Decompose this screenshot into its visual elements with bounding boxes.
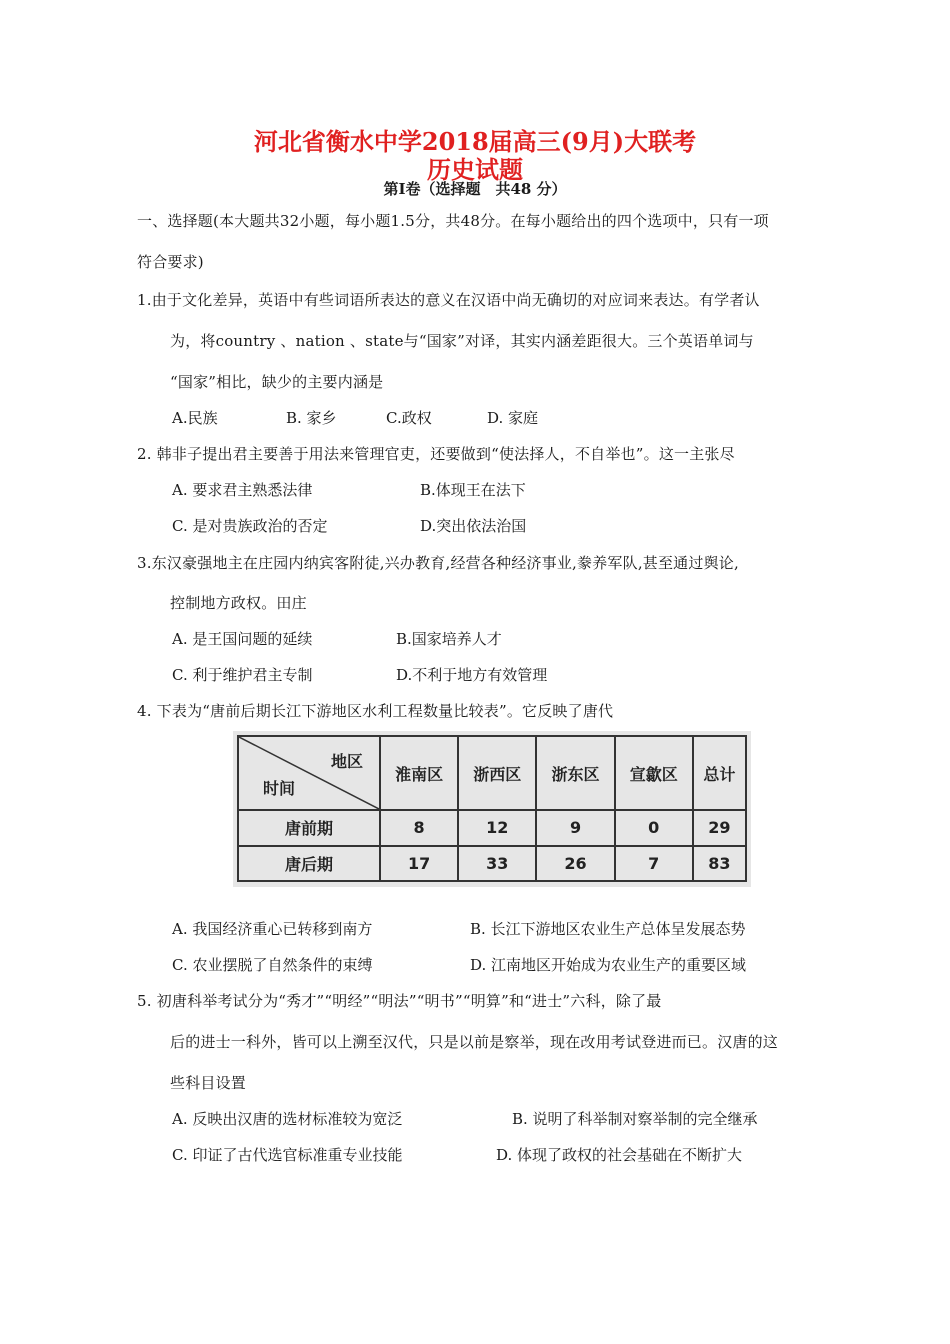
- question-4-option-b[interactable]: B. 长江下游地区农业生产总体呈发展态势: [470, 920, 746, 938]
- question-2-option-a[interactable]: A. 要求君主熟悉法律: [172, 481, 313, 499]
- question-5-option-c[interactable]: C. 印证了古代选官标准重专业技能: [172, 1146, 403, 1164]
- question-4-option-c[interactable]: C. 农业摆脱了自然条件的束缚: [172, 956, 373, 974]
- question-1-option-b[interactable]: B. 家乡: [286, 409, 337, 427]
- question-3-option-a[interactable]: A. 是王国问题的延续: [172, 630, 313, 648]
- question-5-line-1: 5. 初唐科举考试分为“秀才”“明经”“明法”“明书”“明算”和“进士”六科，除了最: [137, 992, 662, 1010]
- question-1-option-a[interactable]: A.民族: [172, 409, 218, 427]
- row-label: 唐前期: [238, 810, 380, 846]
- column-header: 淮南区: [380, 736, 458, 810]
- column-header: 宣歙区: [615, 736, 693, 810]
- question-2-option-d[interactable]: D.突出依法治国: [420, 517, 527, 535]
- instructions-line-1: 一、选择题(本大题共32小题，每小题1.5分，共48分。在每小题给出的四个选项中，只有一项: [137, 212, 769, 230]
- water-projects-table: [237, 735, 747, 882]
- corner-region-label: 地区: [330, 752, 363, 771]
- table-cell: 33: [458, 846, 536, 882]
- exam-title: 河北省衡水中学2018届高三(9月)大联考: [253, 127, 697, 156]
- table-corner-cell: [238, 736, 380, 810]
- table-cell: 0: [615, 810, 693, 846]
- table-cell: 29: [693, 810, 746, 846]
- question-3-option-c[interactable]: C. 利于维护君主专制: [172, 666, 313, 684]
- table-cell: 83: [693, 846, 746, 882]
- water-projects-table-image: [233, 731, 751, 887]
- exam-subject: 历史试题: [427, 155, 523, 184]
- question-5-option-b[interactable]: B. 说明了科举制对察举制的完全继承: [512, 1110, 758, 1128]
- table-cell: 7: [615, 846, 693, 882]
- question-2-option-b[interactable]: B.体现王在法下: [420, 481, 526, 499]
- table-cell: 8: [380, 810, 458, 846]
- question-5-line-2: 后的进士一科外，皆可以上溯至汉代，只是以前是察举，现在改用考试登进而已。汉唐的这: [170, 1033, 779, 1051]
- question-1-option-c[interactable]: C.政权: [386, 409, 432, 427]
- section-heading: 第Ⅰ卷（选择题 共48 分）: [383, 180, 567, 198]
- question-1-line-3: “国家”相比，缺少的主要内涵是: [170, 373, 384, 391]
- question-3-line-2: 控制地方政权。田庄: [170, 594, 307, 612]
- instructions-line-2: 符合要求): [137, 253, 204, 271]
- question-4-line-1: 4. 下表为“唐前后期长江下游地区水利工程数量比较表”。它反映了唐代: [137, 702, 614, 720]
- table-cell: 9: [536, 810, 614, 846]
- question-4-option-d[interactable]: D. 江南地区开始成为农业生产的重要区域: [470, 956, 747, 974]
- table-cell: 12: [458, 810, 536, 846]
- table-row: [238, 810, 746, 846]
- table-cell: 17: [380, 846, 458, 882]
- question-3-option-d[interactable]: D.不利于地方有效管理: [396, 666, 548, 684]
- question-2-line-1: 2. 韩非子提出君主要善于用法来管理官吏，还要做到“使法择人，不自举也”。这一主张尽: [137, 445, 735, 463]
- question-4-option-a[interactable]: A. 我国经济重心已转移到南方: [172, 920, 373, 938]
- question-5-line-3: 些科目设置: [170, 1074, 247, 1092]
- question-1-line-2: 为，将country 、nation 、state与“国家”对译，其实内涵差距很大。三个英语单词与: [170, 332, 754, 350]
- table-cell: 26: [536, 846, 614, 882]
- question-3-option-b[interactable]: B.国家培养人才: [396, 630, 502, 648]
- question-2-option-c[interactable]: C. 是对贵族政治的否定: [172, 517, 328, 535]
- column-header: 浙东区: [536, 736, 614, 810]
- table-row: [238, 846, 746, 882]
- column-header: 总计: [693, 736, 746, 810]
- question-5-option-a[interactable]: A. 反映出汉唐的选材标准较为宽泛: [172, 1110, 403, 1128]
- question-1-option-d[interactable]: D. 家庭: [487, 409, 539, 427]
- corner-time-label: 时间: [263, 779, 296, 798]
- question-3-line-1: 3.东汉豪强地主在庄园内纳宾客附徒,兴办教育,经营各种经济事业,豢养军队,甚至通过舆论,: [137, 554, 739, 572]
- question-5-option-d[interactable]: D. 体现了政权的社会基础在不断扩大: [496, 1146, 743, 1164]
- question-1-line-1: 1.由于文化差异，英语中有些词语所表达的意义在汉语中尚无确切的对应词来表达。有学者认: [137, 291, 760, 309]
- row-label: 唐后期: [238, 846, 380, 882]
- column-header: 浙西区: [458, 736, 536, 810]
- diagonal-line: [239, 737, 379, 809]
